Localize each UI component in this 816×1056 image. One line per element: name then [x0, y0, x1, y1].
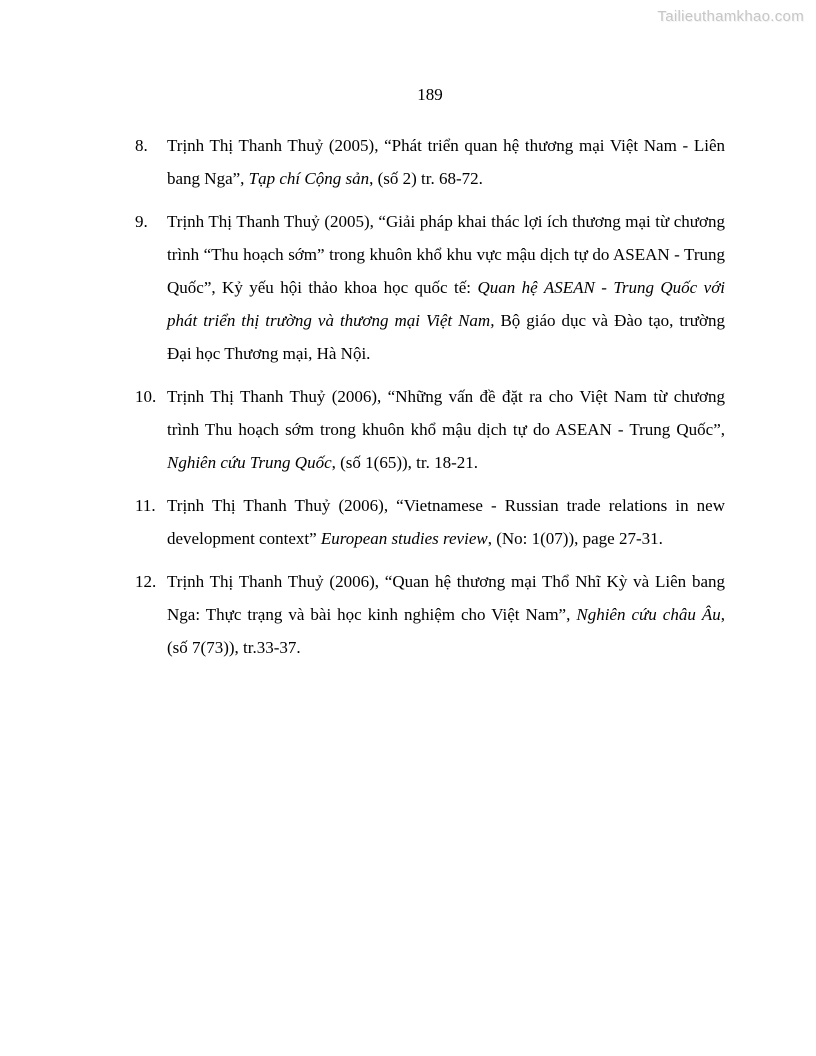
reference-number: 8. [135, 136, 148, 155]
reference-item [135, 489, 725, 555]
watermark: Tailieuthamkhao.com [657, 8, 804, 25]
reference-number: 10. [135, 387, 157, 406]
reference-item [135, 205, 725, 370]
reference-text: Trịnh Thị Thanh Thuỷ (2006), “Vietnamese - Russian trade relations in new development context” European studies review, (No: 1(07)), page 27-31. [167, 496, 725, 548]
page-content [135, 84, 725, 674]
reference-number: 9. [135, 212, 148, 231]
reference-number: 11. [135, 496, 156, 515]
reference-item [135, 380, 725, 479]
reference-text: Trịnh Thị Thanh Thuỷ (2005), “Phát triển quan hệ thương mại Việt Nam - Liên bang Nga”, Tạp chí Cộng sản, (số 2) tr. 68-72. [167, 136, 725, 188]
reference-item [135, 129, 725, 195]
reference-text: Trịnh Thị Thanh Thuỷ (2006), “Những vấn đề đặt ra cho Việt Nam từ chương trình Thu hoạch sớm trong khuôn khổ mậu dịch tự do ASEAN - Trung Quốc”, Nghiên cứu Trung Quốc, (số 1(65)), tr. 18-21. [167, 387, 725, 472]
reference-text: Trịnh Thị Thanh Thuỷ (2005), “Giải pháp khai thác lợi ích thương mại từ chương trình “Thu hoạch sớm” trong khuôn khổ khu vực mậu dịch tự do ASEAN - Trung Quốc”, Kỷ yếu hội thảo khoa học quốc tế: Quan hệ ASEAN - Trung Quốc với phát triển thị trường và thương mại Việt Nam, Bộ giáo dục và Đào tạo, trường Đại học Thương mại, Hà Nội. [167, 212, 726, 363]
reference-item [135, 565, 725, 664]
reference-number: 12. [135, 572, 157, 591]
reference-text: Trịnh Thị Thanh Thuỷ (2006), “Quan hệ thương mại Thổ Nhĩ Kỳ và Liên bang Nga: Thực trạng và bài học kinh nghiệm cho Việt Nam”, Nghiên cứu châu Âu, (số 7(73)), tr.33-37. [167, 572, 726, 657]
references-list [135, 129, 725, 664]
page-number: 189 [417, 85, 443, 104]
